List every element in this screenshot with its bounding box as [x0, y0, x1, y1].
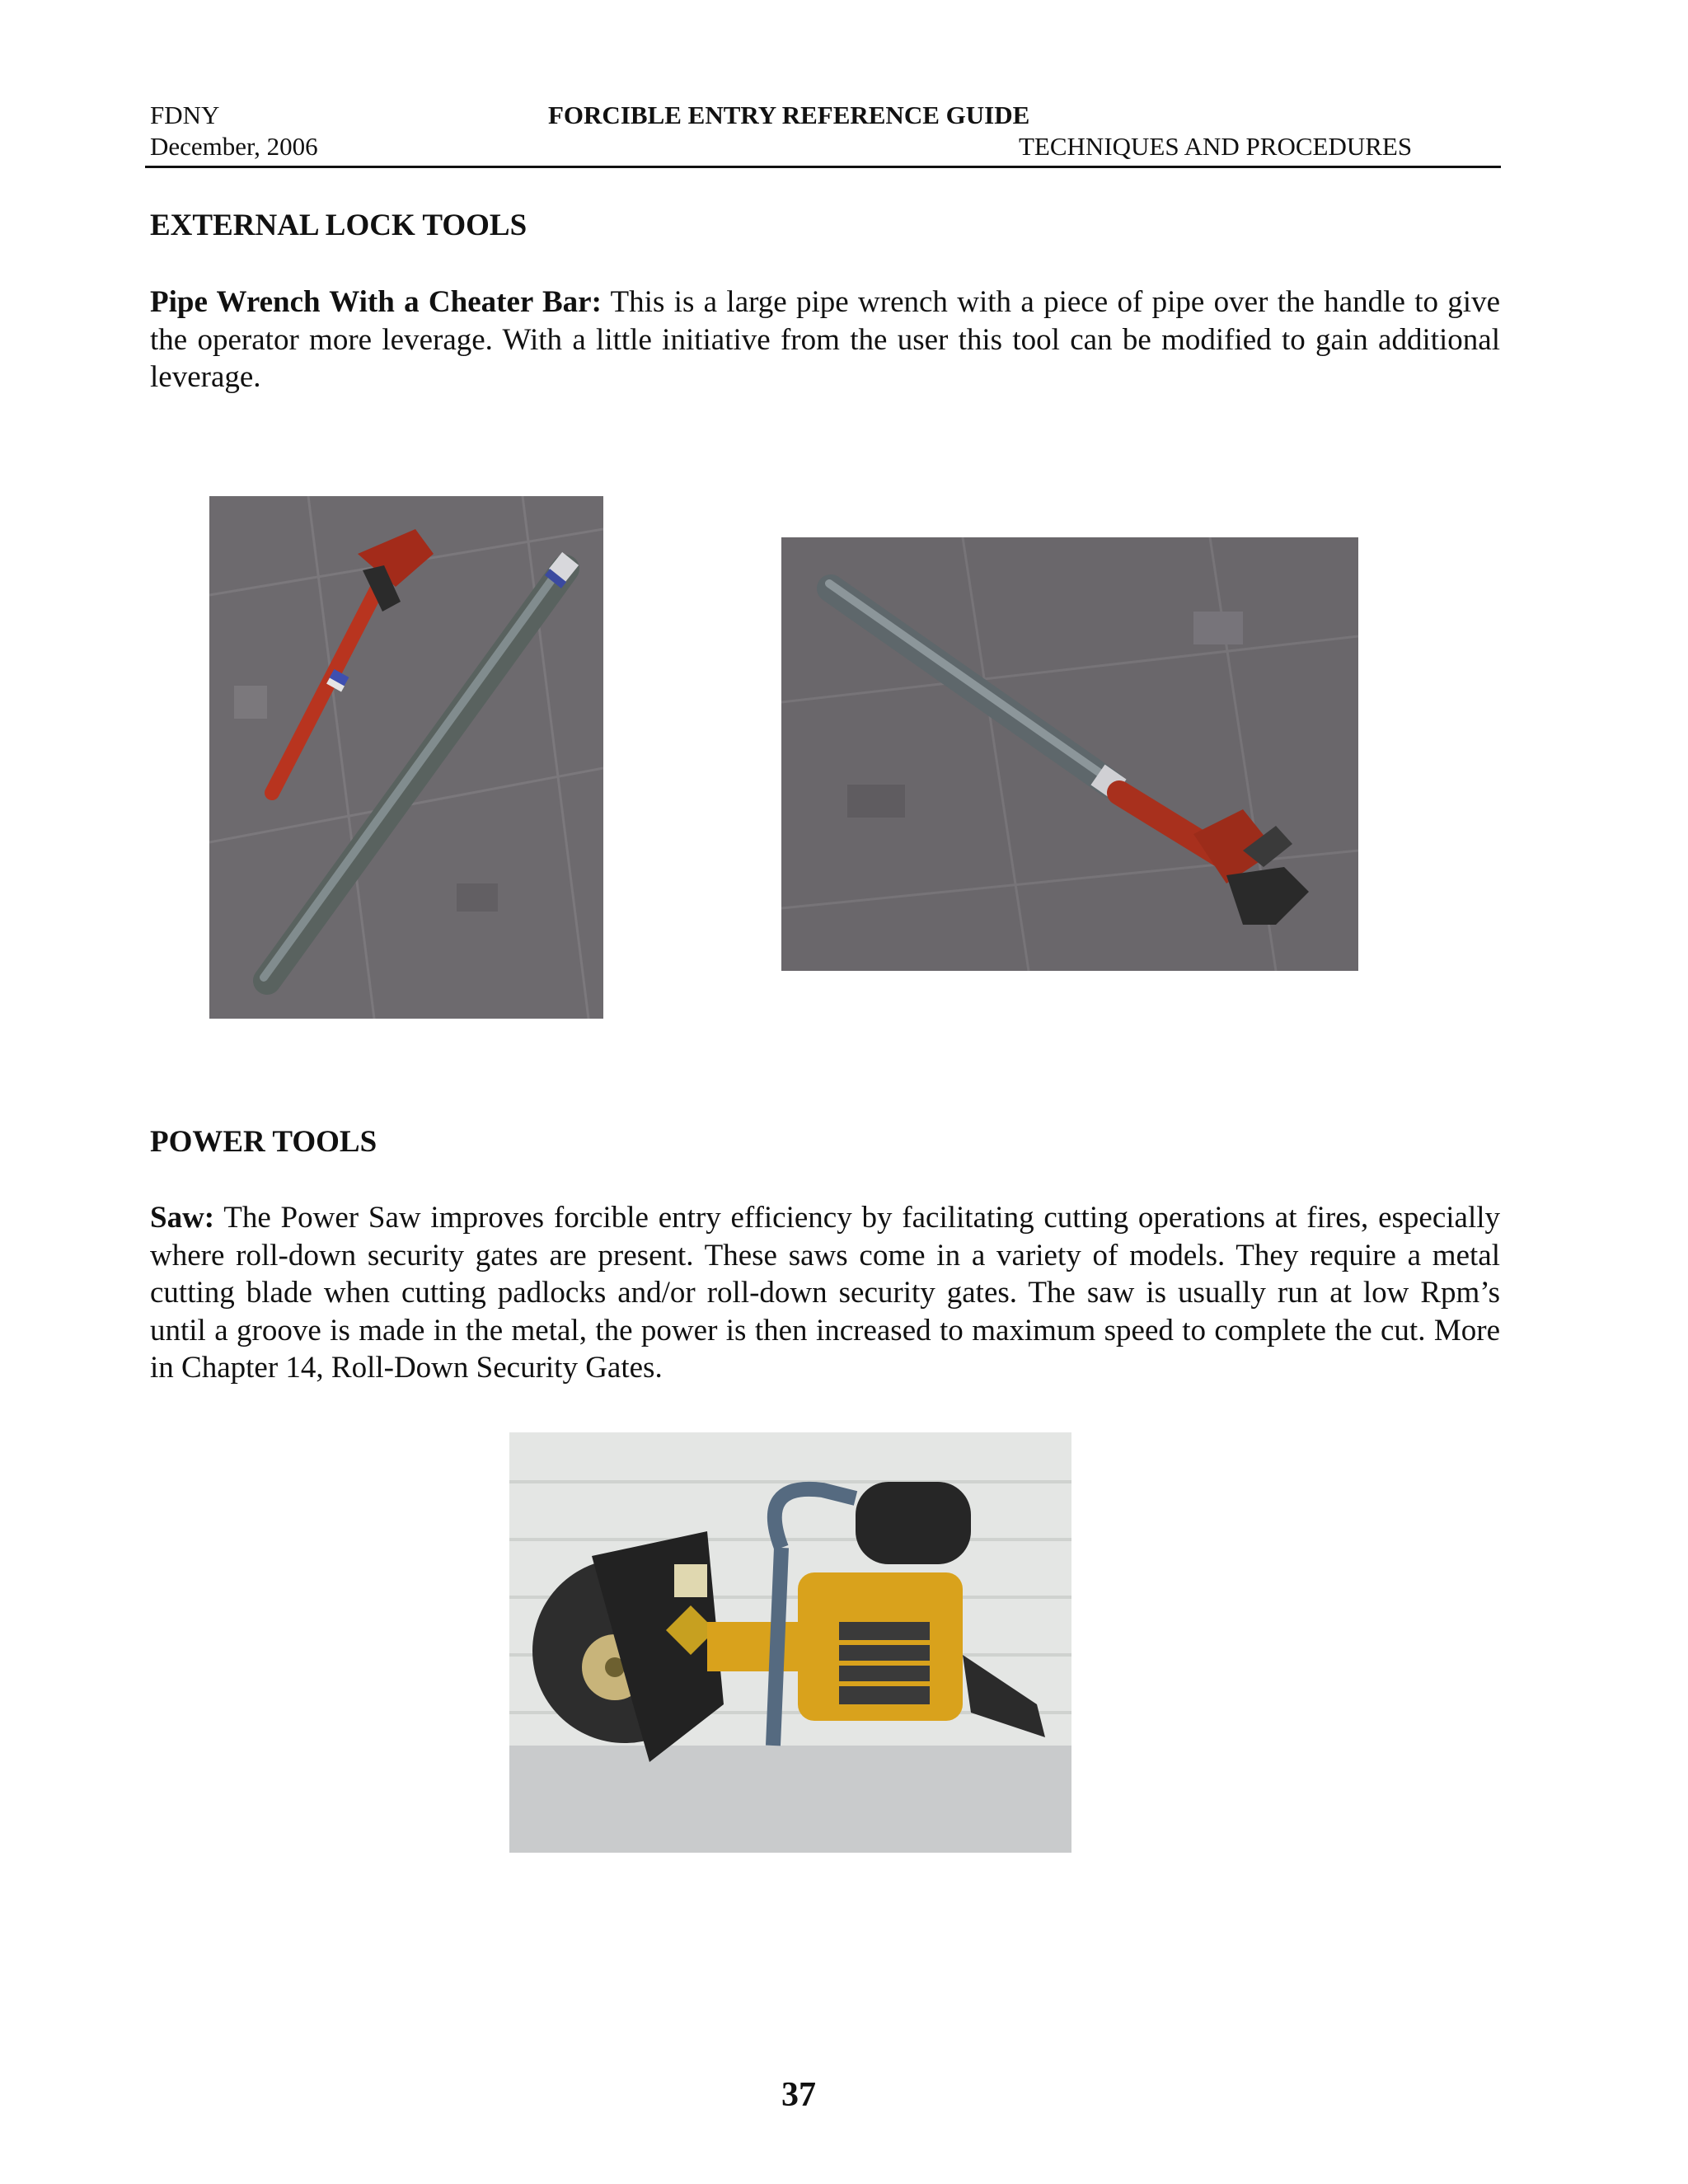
section-heading-external-lock-tools: EXTERNAL LOCK TOOLS	[150, 209, 528, 242]
header-rule	[145, 166, 1501, 168]
header-section: TECHNIQUES AND PROCEDURES	[1019, 132, 1413, 161]
header-date: December, 2006	[150, 132, 318, 161]
header-guide-title: FORCIBLE ENTRY REFERENCE GUIDE	[548, 101, 1030, 129]
photo-cheater-bar-on-wrench	[781, 537, 1358, 971]
page-number: 37	[781, 2076, 816, 2114]
header-org: FDNY	[150, 101, 220, 129]
pipe-wrench-term: Pipe Wrench With a Cheater Bar:	[150, 285, 602, 319]
saw-term: Saw:	[150, 1201, 215, 1235]
photo-power-saw	[509, 1432, 1071, 1853]
pipe-wrench-paragraph	[150, 284, 1500, 396]
saw-paragraph	[150, 1199, 1500, 1387]
photo-pipe-wrench-and-cheater-bar	[209, 496, 603, 1019]
pipe-wrench-description: This is a large pipe wrench with a piece of pipe over the handle to give the operator more leverage. With a little initiative from the user this tool can be modified to gain additional leverage.	[150, 285, 1500, 394]
saw-description: The Power Saw improves forcible entry efficiency by facilitating cutting operations at fires, especially where roll-down security gates are present. These saws come in a variety of models. They require a metal cutting blade when cutting padlocks and/or roll-down security gates. The saw is usually run at low Rpm’s until a groove is made in the metal, the power is then increased to maximum speed to complete the cut. More in Chapter 14, Roll-Down Security Gates.	[150, 1201, 1500, 1385]
section-heading-power-tools: POWER TOOLS	[150, 1125, 377, 1159]
